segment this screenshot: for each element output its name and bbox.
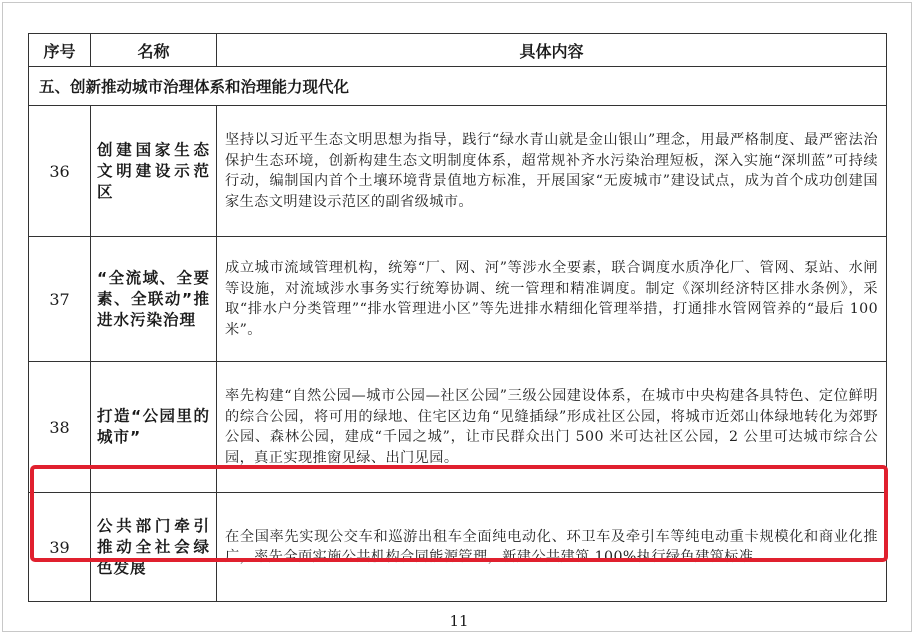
row-number: 38 bbox=[29, 362, 91, 493]
table-row-highlighted bbox=[29, 493, 887, 602]
table-row bbox=[29, 362, 887, 493]
row-number: 39 bbox=[29, 493, 91, 602]
table-row bbox=[29, 106, 887, 237]
row-name: 创建国家生态文明建设示范区 bbox=[91, 106, 217, 237]
row-number: 37 bbox=[29, 237, 91, 362]
content-table bbox=[28, 33, 887, 602]
table-header-row bbox=[29, 34, 887, 67]
section-title: 五、创新推动城市治理体系和治理能力现代化 bbox=[29, 67, 887, 106]
header-number: 序号 bbox=[29, 34, 91, 67]
row-content: 在全国率先实现公交车和巡游出租车全面纯电动化、环卫车及牵引车等纯电动重卡规模化和商业化推广，率先全面实施公共机构合同能源管理，新建公共建筑 100%执行绿色建筑标准。 bbox=[217, 493, 887, 602]
row-name: 公共部门牵引推动全社会绿色发展 bbox=[91, 493, 217, 602]
header-name: 名称 bbox=[91, 34, 217, 67]
row-content: 坚持以习近平生态文明思想为指导，践行“绿水青山就是金山银山”理念，用最严格制度、最严密法治保护生态环境，创新构建生态文明制度体系，超常规补齐水污染治理短板，深入实施“深圳蓝”可持续行动，编制国内首个土壤环境背景值地方标准，开展国家“无废城市”建设试点，成为首个成功创建国家生态文明建设示范区的副省级城市。 bbox=[217, 106, 887, 237]
page-number: 11 bbox=[449, 612, 469, 630]
section-row bbox=[29, 67, 887, 106]
row-content: 成立城市流域管理机构，统筹“厂、网、河”等涉水全要素，联合调度水质净化厂、管网、泵站、水闸等设施，对流域涉水事务实行统筹协调、统一管理和精准调度。制定《深圳经济特区排水条例》，采取“排水户分类管理”“排水管理进小区”等先进排水精细化管理举措，打通排水管网管养的“最后 100 米”。 bbox=[217, 237, 887, 362]
header-content: 具体内容 bbox=[217, 34, 887, 67]
row-content: 率先构建“自然公园—城市公园—社区公园”三级公园建设体系，在城市中央构建各具特色、定位鲜明的综合公园，将可用的绿地、住宅区边角“见缝插绿”形成社区公园，将城市近郊山体绿地转化为郊野公园、森林公园，建成“千园之城”，让市民群众出门 500 米可达社区公园，2 公里可达城市综合公园，真正实现推窗见绿、出门见园。 bbox=[217, 362, 887, 493]
table-row bbox=[29, 237, 887, 362]
row-name: “全流域、全要素、全联动”推进水污染治理 bbox=[91, 237, 217, 362]
row-name: 打造“公园里的城市” bbox=[91, 362, 217, 493]
row-number: 36 bbox=[29, 106, 91, 237]
